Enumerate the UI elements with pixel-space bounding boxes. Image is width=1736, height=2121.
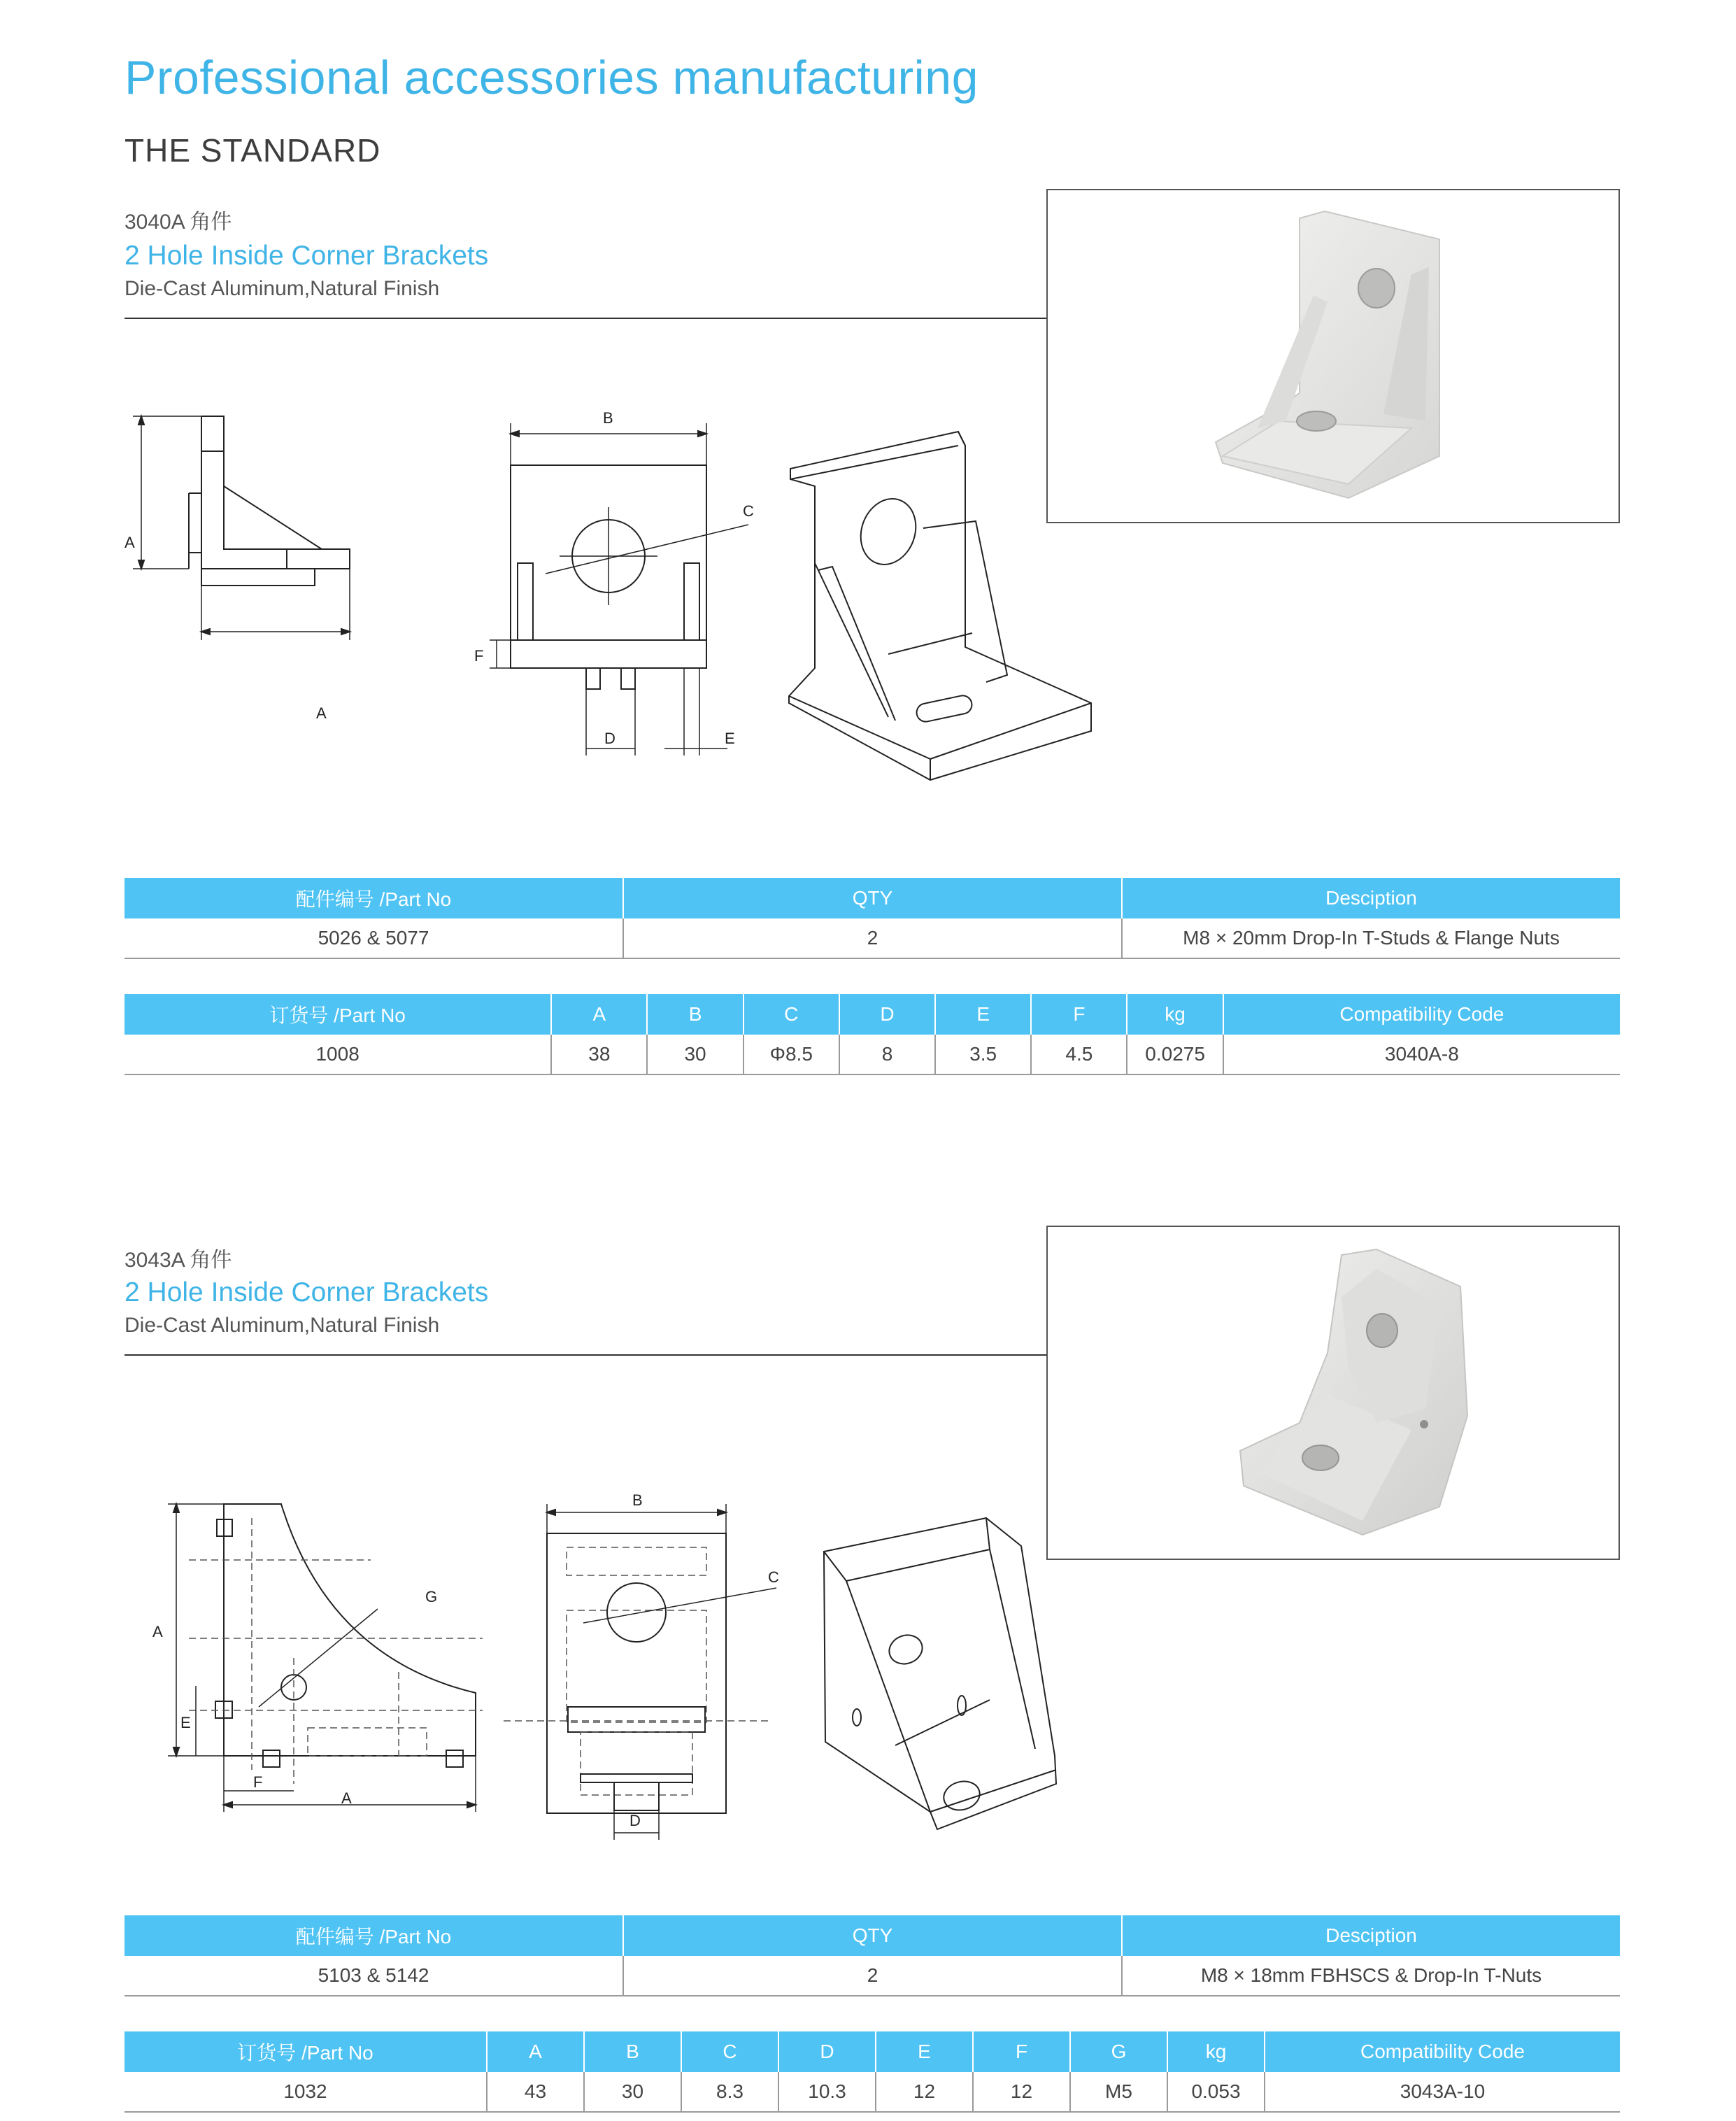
table-cell: M8 × 20mm Drop-In T-Studs & Flange Nuts [1122, 918, 1620, 958]
dim-label-e: E [725, 730, 735, 747]
table-cell: 3043A-10 [1265, 2072, 1620, 2112]
dim-label-a: A [152, 1623, 163, 1640]
section-divider [124, 318, 1046, 319]
product-name: 2 Hole Inside Corner Brackets [124, 1277, 489, 1307]
column-header: kg [1167, 2031, 1265, 2072]
column-header: F [1031, 994, 1127, 1035]
column-header: Desciption [1122, 878, 1620, 918]
column-header: B [584, 2031, 681, 2072]
dim-label-b: B [632, 1491, 643, 1509]
table-cell: 30 [647, 1035, 743, 1074]
isometric-drawing [789, 432, 1091, 780]
side-view-drawing [133, 416, 350, 640]
dim-label-c: C [768, 1568, 779, 1586]
table-cell: 1008 [124, 1035, 551, 1074]
table-row [124, 1956, 1620, 1996]
column-header: C [744, 994, 839, 1035]
column-header: 订货号 /Part No [124, 2031, 487, 2072]
page-title: Professional accessories manufacturing [124, 51, 979, 104]
table-cell: 12 [973, 2072, 1070, 2112]
dim-label-c: C [743, 502, 754, 520]
product-material: Die-Cast Aluminum,Natural Finish [124, 277, 440, 300]
table-row [124, 918, 1620, 958]
column-header: QTY [623, 878, 1122, 918]
table-cell: 0.053 [1167, 2072, 1265, 2112]
dim-label-g: G [425, 1588, 438, 1605]
table-cell: 43 [487, 2072, 584, 2112]
table-cell: Φ8.5 [744, 1035, 839, 1074]
product-material: Die-Cast Aluminum,Natural Finish [124, 1314, 440, 1337]
table-cell: 2 [623, 918, 1122, 958]
table-cell: 3040A-8 [1223, 1035, 1620, 1074]
product-name: 2 Hole Inside Corner Brackets [124, 241, 489, 271]
table-cell: 0.0275 [1127, 1035, 1223, 1074]
column-header: G [1070, 2031, 1167, 2072]
technical-drawing [119, 402, 1112, 794]
table-cell: 5026 & 5077 [124, 918, 623, 958]
table-cell: 5103 & 5142 [124, 1956, 623, 1996]
bracket-photo-image [1048, 190, 1618, 522]
table-cell: 1032 [124, 2072, 487, 2112]
table-cell: 30 [584, 2072, 681, 2112]
column-header: Desciption [1122, 1915, 1620, 1956]
table-cell: 8 [839, 1035, 935, 1074]
dim-label-a: A [124, 534, 135, 551]
table-row [124, 2072, 1620, 2112]
column-header: Compatibility Code [1223, 994, 1620, 1035]
column-header: kg [1127, 994, 1223, 1035]
dim-label-b: B [603, 409, 613, 427]
order-table [124, 994, 1620, 1075]
front-view-drawing [504, 1504, 776, 1840]
side-view-drawing [168, 1504, 483, 1812]
column-header: F [973, 2031, 1070, 2072]
column-header: 订货号 /Part No [124, 994, 551, 1035]
dim-label-f: F [474, 647, 484, 665]
column-header: 配件编号 /Part No [124, 1915, 623, 1956]
dim-label-f: F [253, 1773, 263, 1791]
column-header: E [935, 994, 1031, 1035]
table-cell: 38 [551, 1035, 647, 1074]
parts-table [124, 1915, 1620, 1996]
column-header: Compatibility Code [1265, 2031, 1620, 2072]
table-cell: 2 [623, 1956, 1122, 1996]
column-header: QTY [623, 1915, 1122, 1956]
table-cell: 10.3 [778, 2072, 876, 2112]
product-code: 3040A 角件 [124, 211, 232, 234]
column-header: C [681, 2031, 778, 2072]
product-photo [1046, 1226, 1620, 1560]
table-row [124, 1035, 1620, 1074]
table-cell: M8 × 18mm FBHSCS & Drop-In T-Nuts [1122, 1956, 1620, 1996]
column-header: A [551, 994, 647, 1035]
product-code: 3043A 角件 [124, 1249, 232, 1272]
dim-label-a: A [316, 704, 327, 722]
column-header: E [876, 2031, 973, 2072]
dim-label-e: E [180, 1714, 191, 1731]
bracket-photo-image [1048, 1227, 1618, 1559]
table-cell: 3.5 [935, 1035, 1031, 1074]
column-header: D [839, 994, 935, 1035]
order-table [124, 2031, 1620, 2113]
front-view-drawing [490, 423, 748, 756]
technical-drawing [119, 1476, 1112, 1868]
column-header: A [487, 2031, 584, 2072]
parts-table [124, 878, 1620, 959]
column-header: 配件编号 /Part No [124, 878, 623, 918]
dim-label-a: A [341, 1789, 352, 1807]
section-divider [124, 1354, 1046, 1356]
table-cell: 8.3 [681, 2072, 778, 2112]
table-cell: 4.5 [1031, 1035, 1127, 1074]
column-header: D [778, 2031, 876, 2072]
isometric-drawing [824, 1518, 1056, 1829]
column-header: B [647, 994, 743, 1035]
dim-label-d: D [629, 1812, 641, 1829]
table-cell: 12 [876, 2072, 973, 2112]
product-photo [1046, 189, 1620, 523]
dim-label-d: D [604, 730, 616, 747]
page-subtitle: THE STANDARD [124, 132, 381, 169]
table-cell: M5 [1070, 2072, 1167, 2112]
